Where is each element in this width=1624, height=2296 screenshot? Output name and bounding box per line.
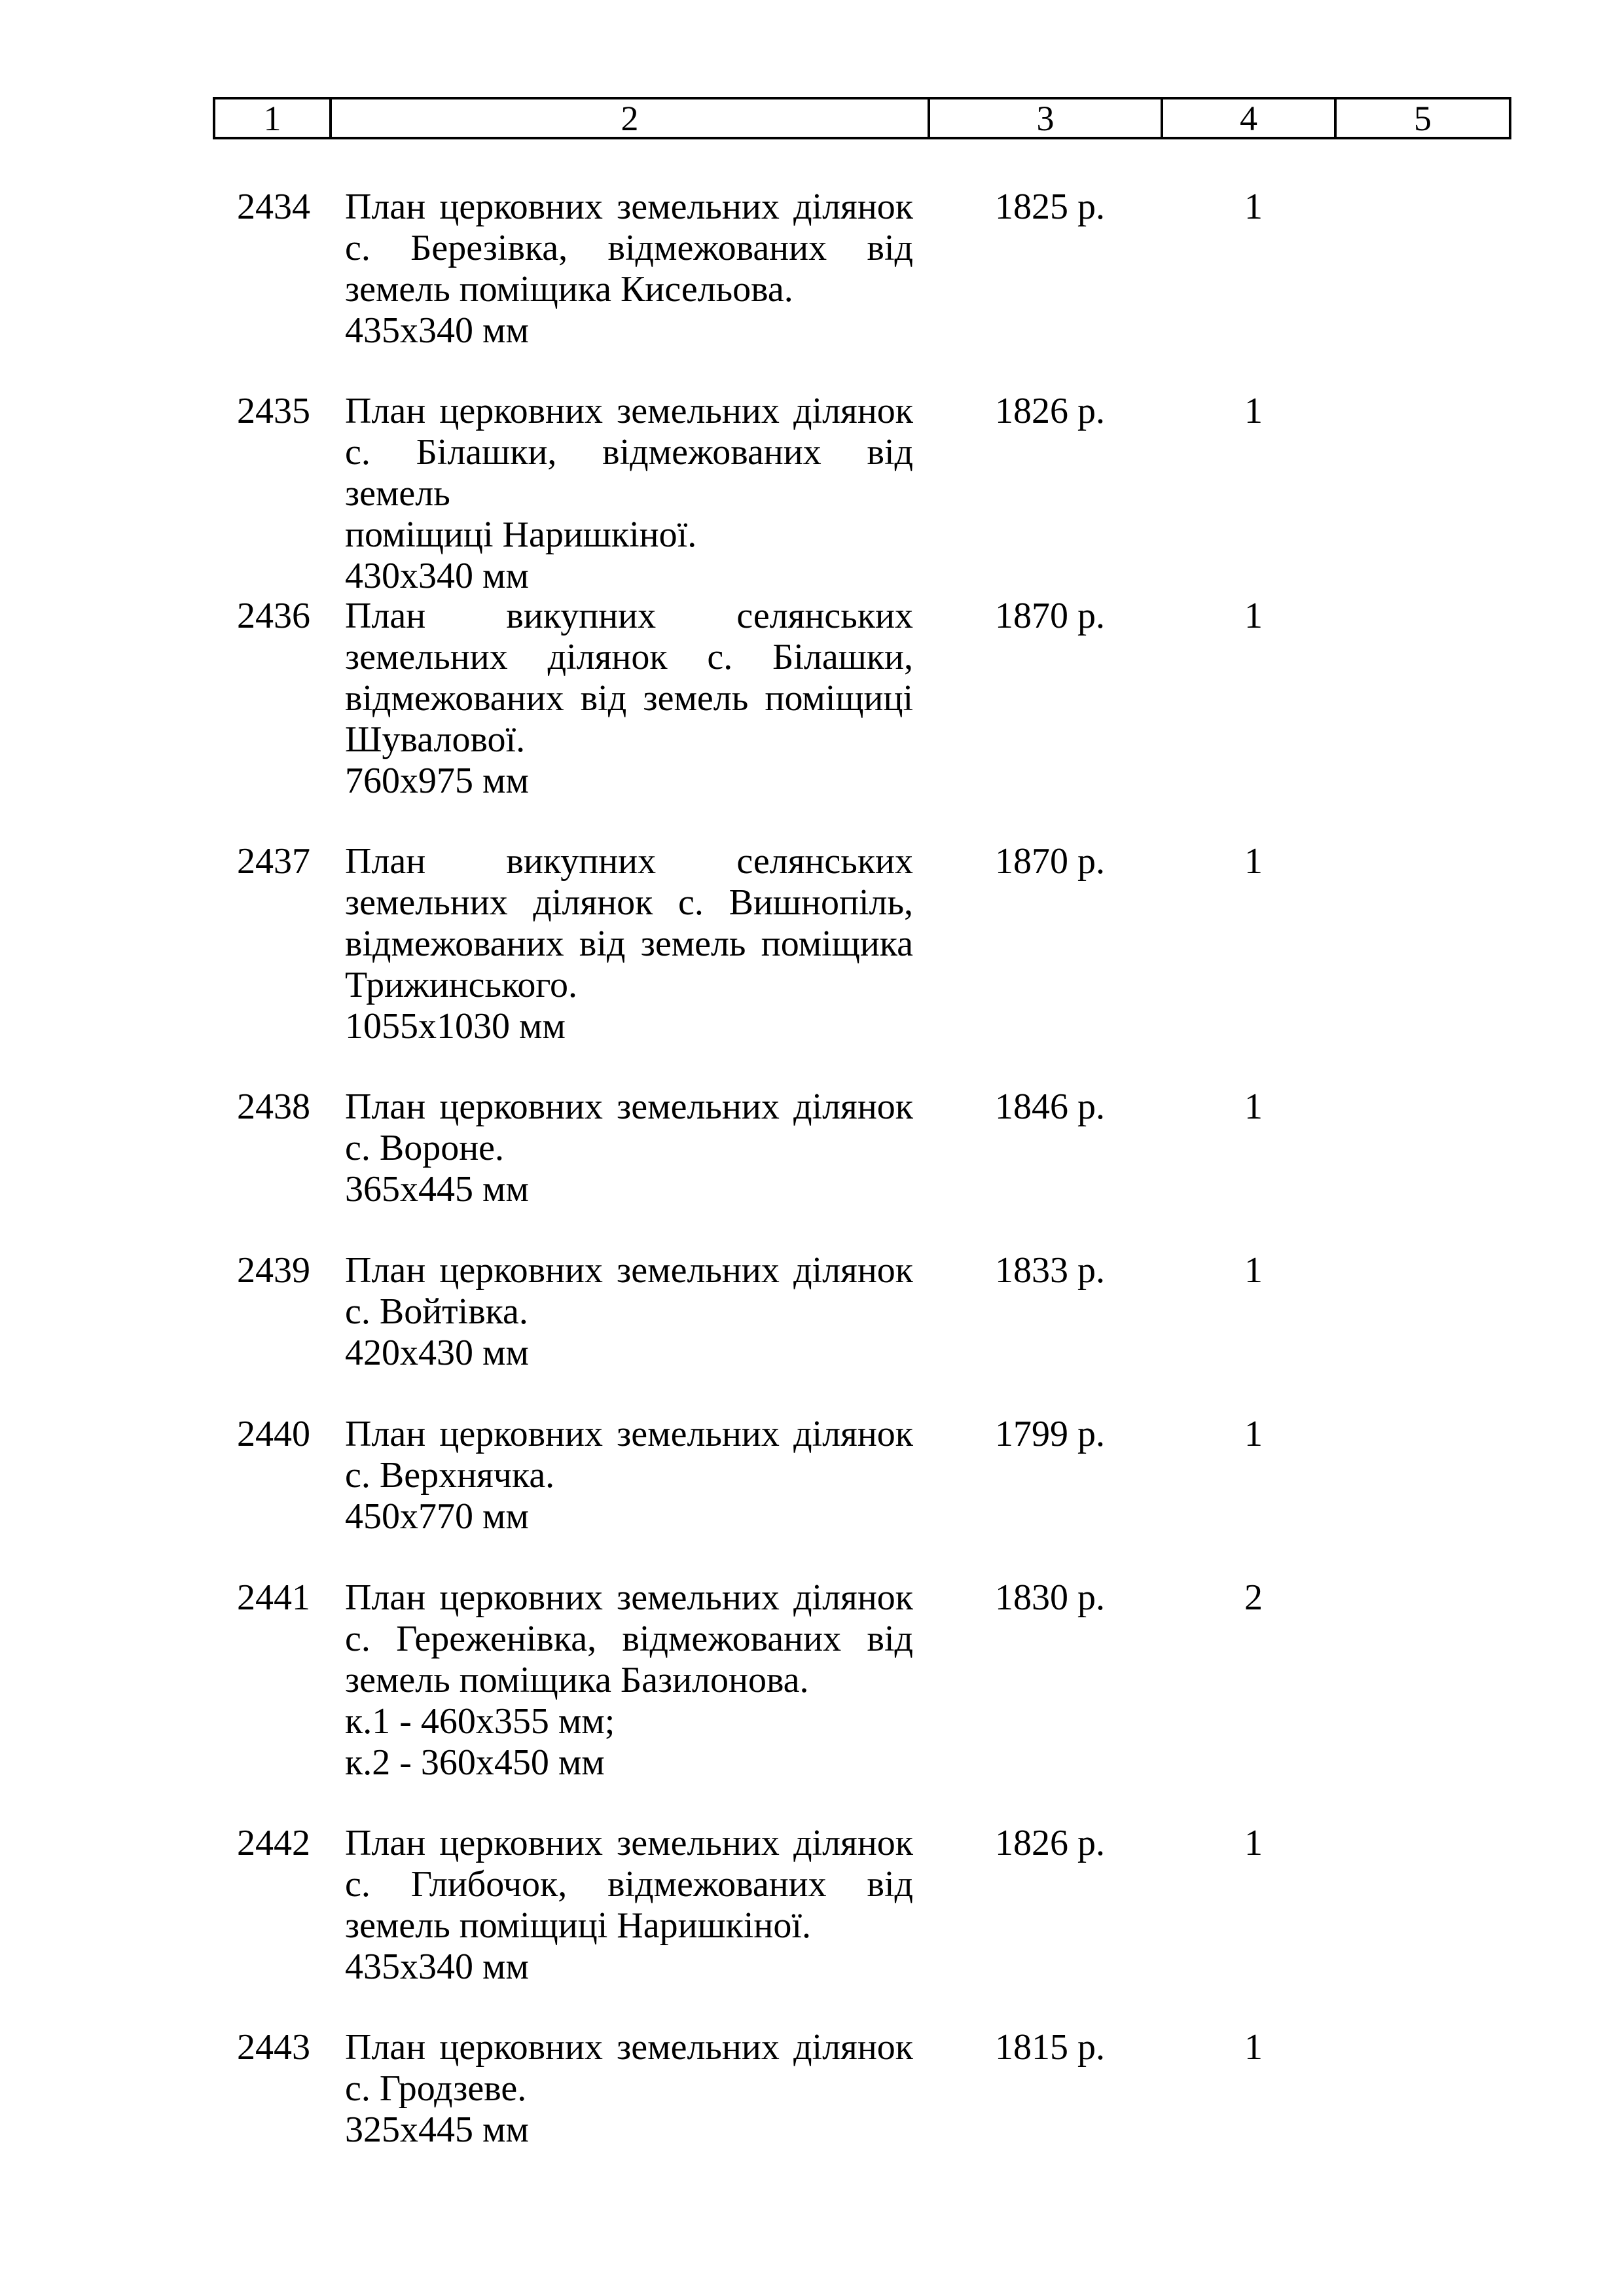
- entry-description: [345, 596, 913, 802]
- entry-date: 1799 р.: [995, 1414, 1105, 1454]
- column-header-3: 3: [929, 98, 1162, 138]
- entry-number: 2443: [237, 2027, 310, 2068]
- description-line: План викупних селянських: [345, 841, 913, 882]
- description-line: земель поміщика Кисельова.: [345, 269, 793, 310]
- column-header-2: 2: [331, 98, 929, 138]
- description-line: 420x430 мм: [345, 1333, 529, 1373]
- entry-description: [345, 2027, 913, 2151]
- entry-description: [345, 841, 913, 1047]
- entry-sheet-count: 1: [1244, 1250, 1263, 1291]
- entry-description: [345, 187, 913, 351]
- description-line: земельних ділянок с. Вишнопіль,: [345, 882, 913, 923]
- entry-number: 2438: [237, 1086, 310, 1127]
- description-line: земель поміщиці Наришкіної.: [345, 1905, 811, 1946]
- column-header-4: 4: [1162, 98, 1335, 138]
- description-line: земельних ділянок с. Білашки,: [345, 637, 913, 677]
- description-line: с. Глибочок, відмежованих від: [345, 1864, 913, 1905]
- description-line: відмежованих від земель поміщика: [345, 924, 913, 964]
- entry-description: [345, 1823, 913, 1988]
- description-line: План церковних земельних ділянок: [345, 391, 913, 431]
- entry-sheet-count: 1: [1244, 1086, 1263, 1127]
- column-header-1: 1: [214, 98, 331, 138]
- description-line: поміщиці Наришкіної.: [345, 514, 697, 555]
- entry-sheet-count: 1: [1244, 841, 1263, 882]
- entry-sheet-count: 1: [1244, 2027, 1263, 2068]
- entry-number: 2435: [237, 391, 310, 431]
- description-line: 435x340 мм: [345, 310, 529, 351]
- description-line: с. Гродзеве.: [345, 2068, 527, 2109]
- description-line: 450x770 мм: [345, 1496, 529, 1537]
- description-line: 430x340 мм: [345, 556, 529, 596]
- entry-sheet-count: 1: [1244, 596, 1263, 636]
- description-line: Трижинського.: [345, 965, 578, 1005]
- description-line: Шувалової.: [345, 719, 526, 760]
- description-line: земель поміщика Базилонова.: [345, 1660, 809, 1700]
- entry-date: 1825 р.: [995, 187, 1105, 227]
- entry-sheet-count: 2: [1244, 1577, 1263, 1618]
- description-line: План церковних земельних ділянок: [345, 1250, 913, 1291]
- entry-description: [345, 1250, 913, 1374]
- column-header-row: [214, 98, 1510, 138]
- entry-description: [345, 1577, 913, 1784]
- column-header-table: [213, 97, 1511, 139]
- entry-number: 2439: [237, 1250, 310, 1291]
- entry-sheet-count: 1: [1244, 1414, 1263, 1454]
- entry-sheet-count: 1: [1244, 187, 1263, 227]
- entry-date: 1833 р.: [995, 1250, 1105, 1291]
- entry-number: 2436: [237, 596, 310, 636]
- entry-number: 2437: [237, 841, 310, 882]
- description-line: 435x340 мм: [345, 1946, 529, 1987]
- entry-description: [345, 1086, 913, 1210]
- entry-date: 1826 р.: [995, 391, 1105, 431]
- description-line: 1055x1030 мм: [345, 1006, 566, 1047]
- description-line: с. Білашки, відмежованих від земель: [345, 432, 913, 514]
- description-line: План церковних земельних ділянок: [345, 2027, 913, 2068]
- entry-sheet-count: 1: [1244, 391, 1263, 431]
- description-line: План церковних земельних ділянок: [345, 1577, 913, 1618]
- description-line: 760x975 мм: [345, 761, 529, 801]
- description-line: План викупних селянських: [345, 596, 913, 636]
- entry-date: 1870 р.: [995, 841, 1105, 882]
- description-line: с. Гереженівка, відмежованих від: [345, 1619, 913, 1659]
- entry-number: 2442: [237, 1823, 310, 1863]
- description-line: с. Вороне.: [345, 1128, 505, 1168]
- description-line: к.2 - 360x450 мм: [345, 1742, 605, 1783]
- entry-date: 1830 р.: [995, 1577, 1105, 1618]
- description-line: План церковних земельних ділянок: [345, 1086, 913, 1127]
- entry-date: 1826 р.: [995, 1823, 1105, 1863]
- description-line: с. Березівка, відмежованих від: [345, 228, 913, 268]
- column-header-5: 5: [1335, 98, 1510, 138]
- description-line: відмежованих від земель поміщиці: [345, 678, 913, 719]
- entry-date: 1870 р.: [995, 596, 1105, 636]
- description-line: 365x445 мм: [345, 1169, 529, 1210]
- entry-number: 2440: [237, 1414, 310, 1454]
- description-line: к.1 - 460x355 мм;: [345, 1701, 615, 1742]
- description-line: План церковних земельних ділянок: [345, 1414, 913, 1454]
- description-line: План церковних земельних ділянок: [345, 187, 913, 227]
- entry-date: 1846 р.: [995, 1086, 1105, 1127]
- description-line: План церковних земельних ділянок: [345, 1823, 913, 1863]
- description-line: с. Войтівка.: [345, 1291, 528, 1332]
- entry-date: 1815 р.: [995, 2027, 1105, 2068]
- description-line: 325x445 мм: [345, 2109, 529, 2150]
- description-line: с. Верхнячка.: [345, 1455, 555, 1496]
- entry-description: [345, 1414, 913, 1537]
- entry-description: [345, 391, 913, 597]
- entry-sheet-count: 1: [1244, 1823, 1263, 1863]
- entry-number: 2441: [237, 1577, 310, 1618]
- entry-number: 2434: [237, 187, 310, 227]
